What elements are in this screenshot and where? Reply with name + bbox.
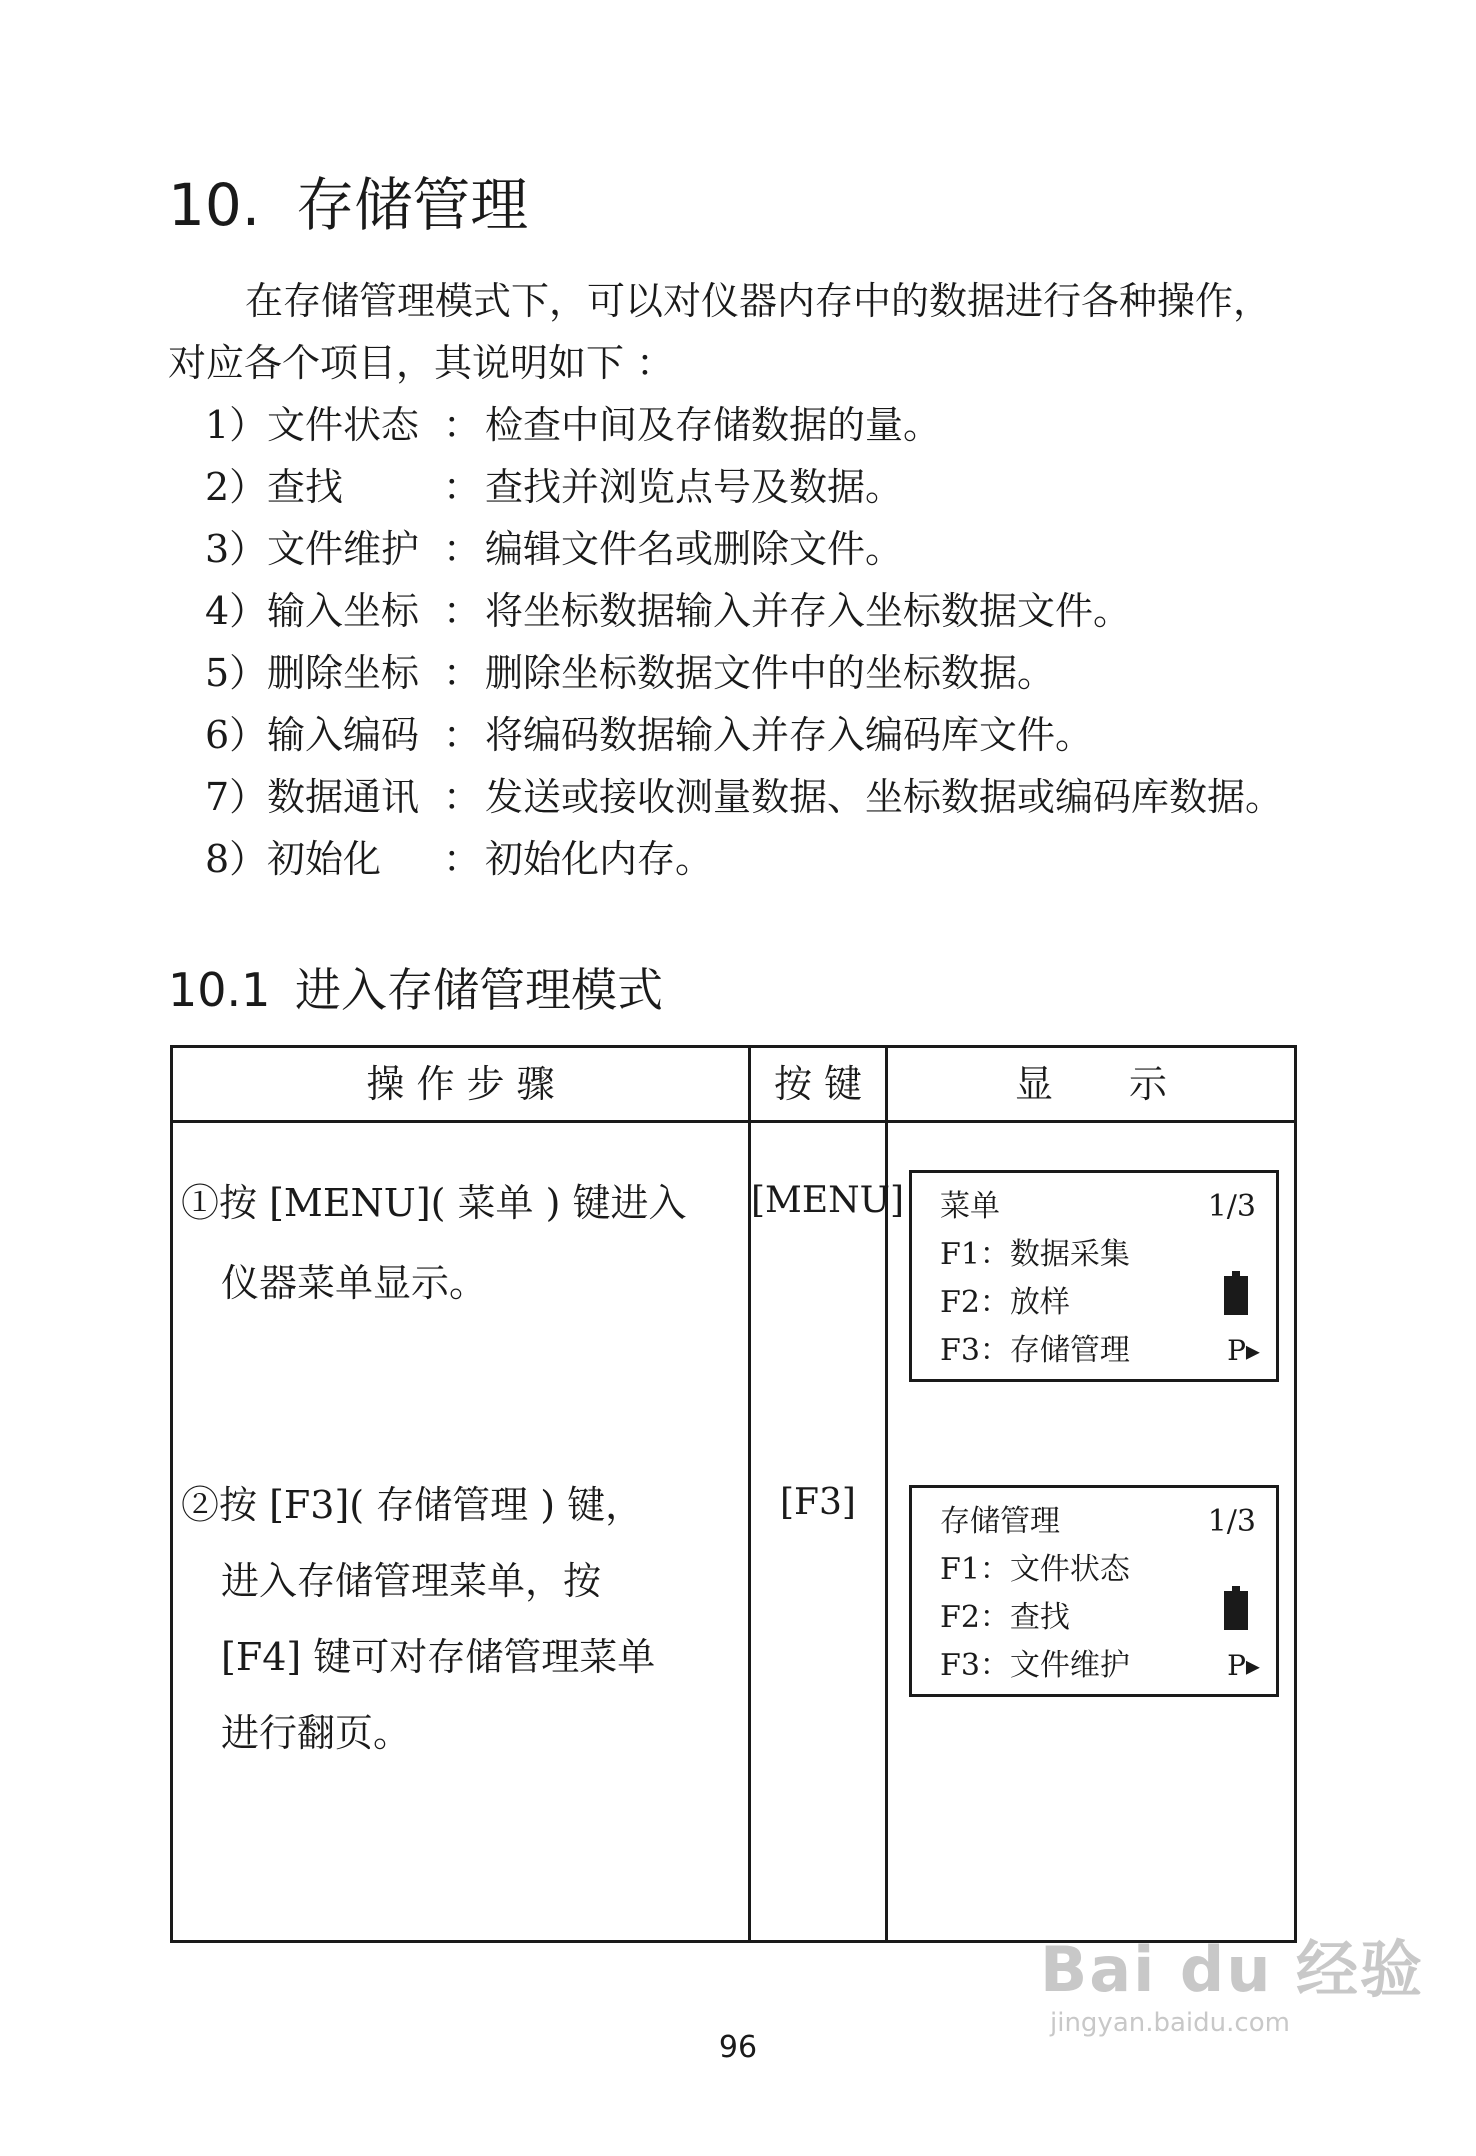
chapter-heading — [168, 170, 528, 240]
section-heading — [168, 960, 663, 1020]
lcd-page: 1/3 — [1207, 1504, 1256, 1539]
section-title: 进入存储管理模式 — [295, 963, 664, 1017]
step-2-line-3: [F4] 键可对存储管理菜单 — [221, 1635, 656, 1679]
page-more-icon: P▸ — [1227, 1649, 1260, 1682]
watermark-brand: Bai du 经验 — [1040, 1933, 1425, 2006]
key-f3: [F3] — [780, 1482, 856, 1523]
battery-icon — [1224, 1271, 1248, 1315]
step-2-line-2: 进入存储管理菜单，按 — [221, 1559, 602, 1603]
lcd-line: F3：文件维护 — [940, 1648, 1130, 1683]
lcd-line: F2：查找 — [940, 1600, 1070, 1635]
header-keys: 按 键 — [773, 1062, 863, 1106]
procedure-table — [170, 1045, 1297, 1943]
header-display: 显 示 — [1014, 1062, 1167, 1106]
lcd-line: F2：放样 — [940, 1285, 1070, 1320]
chapter-title: 存储管理 — [296, 171, 529, 239]
lcd-line: F1：文件状态 — [940, 1552, 1130, 1587]
step-2-line-1: ②按 [F3]( 存储管理 ) 键， — [181, 1483, 644, 1527]
intro-line-2: 对应各个项目，其说明如下 ： — [168, 341, 675, 385]
header-steps: 操 作 步 骤 — [366, 1062, 555, 1106]
baidu-watermark — [1040, 1935, 1424, 2041]
lcd-line: F1：数据采集 — [940, 1237, 1130, 1272]
section-number: 10.1 — [168, 963, 271, 1017]
lcd-screen-menu — [909, 1170, 1279, 1382]
lcd-title: 存储管理 — [940, 1504, 1060, 1539]
lcd-screen-storage — [909, 1485, 1279, 1697]
lcd-page: 1/3 — [1207, 1189, 1256, 1224]
page-more-icon: P▸ — [1227, 1334, 1260, 1367]
step-1-line-1: ①按 [MENU]( 菜单 ) 键进入 — [181, 1181, 687, 1225]
lcd-title: 菜单 — [940, 1189, 1000, 1224]
step-1-line-2: 仪器菜单显示。 — [221, 1261, 488, 1305]
watermark-url: jingyan.baidu.com — [1050, 2008, 1290, 2038]
lcd-line: F3：存储管理 — [940, 1333, 1130, 1368]
step-2-line-4: 进行翻页。 — [221, 1711, 412, 1755]
page-number: 96 — [718, 2030, 758, 2065]
key-menu: [MENU] — [751, 1180, 905, 1221]
intro-line-1: 在存储管理模式下，可以对仪器内存中的数据进行各种操作， — [245, 279, 1272, 323]
chapter-number: 10. — [168, 171, 261, 239]
battery-icon — [1224, 1586, 1248, 1630]
header-divider — [173, 1120, 1294, 1123]
